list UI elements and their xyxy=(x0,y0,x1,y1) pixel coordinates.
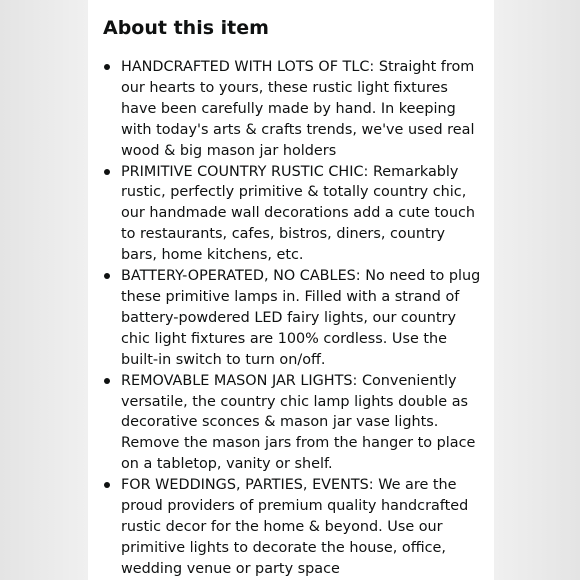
feature-bullet: PRIMITIVE COUNTRY RUSTIC CHIC: Remarkably rustic, perfectly primitive & totally country chic, our handmade wall decorations add a cute touch to restaurants, cafes, bistros, diners, country bars, home kitchens, etc. xyxy=(121,162,481,267)
about-this-item-card xyxy=(88,0,494,580)
section-heading: About this item xyxy=(103,17,269,39)
feature-bullet: BATTERY-OPERATED, NO CABLES: No need to plug these primitive lamps in. Filled with a strand of battery-powdered LED fairy lights, our country chic light fixtures are 100% cordless. Use the built-in switch to turn on/off. xyxy=(121,266,481,371)
feature-bullet-list xyxy=(88,57,494,580)
feature-bullet: REMOVABLE MASON JAR LIGHTS: Conveniently versatile, the country chic lamp lights double as decorative sconces & mason jar vase lights. Remove the mason jars from the hanger to place on a tabletop, vanity or shelf. xyxy=(121,371,481,476)
feature-bullet: FOR WEDDINGS, PARTIES, EVENTS: We are the proud providers of premium quality handcrafted rustic decor for the home & beyond. Use our primitive lights to decorate the house, office, wedding venue or party space xyxy=(121,475,481,580)
left-margin xyxy=(0,0,88,580)
right-margin xyxy=(494,0,580,580)
feature-bullet: HANDCRAFTED WITH LOTS OF TLC: Straight from our hearts to yours, these rustic light fixtures have been carefully made by hand. In keeping with today's arts & crafts trends, we've used real wood & big mason jar holders xyxy=(121,57,481,162)
